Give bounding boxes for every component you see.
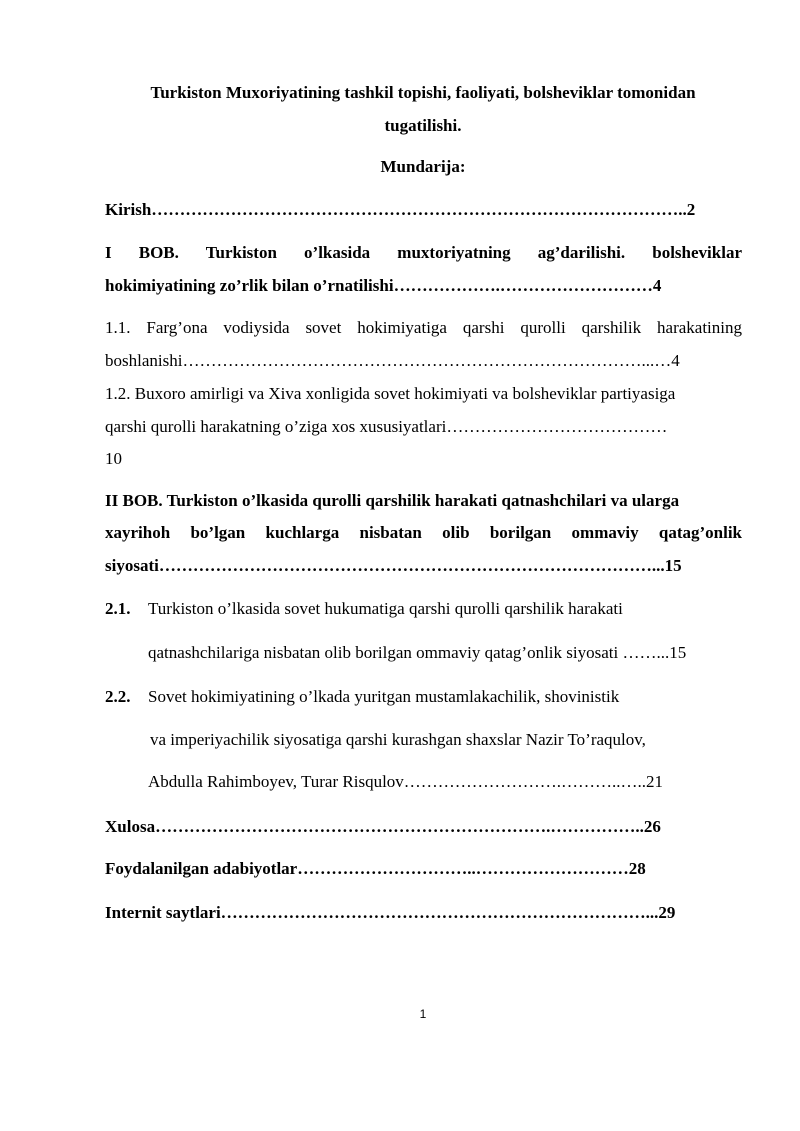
toc-entry-1-2-line2: qarshi qurolli harakatning o’ziga xos xususiyatlari………………………………… bbox=[105, 417, 668, 436]
page-number: 1 bbox=[419, 1007, 427, 1021]
toc-entry-2-2-line1: Sovet hokimiyatining o’lkada yuritgan mustamlakachilik, shovinistik bbox=[148, 687, 620, 706]
toc-entry-1-2-line3: 10 bbox=[105, 449, 122, 468]
toc-entry-bob1-line2: hokimiyatining zo’rlik bilan o’rnatilishi……………….………………………4 bbox=[105, 276, 662, 295]
toc-entry-2-2-line3: Abdulla Rahimboyev, Turar Risqulov……………………….………..…..21 bbox=[148, 772, 664, 791]
contents-heading: Mundarija: bbox=[380, 157, 466, 176]
toc-entry-bob1-line1: I BOB. Turkiston o’lkasida muxtoriyatning ag’darilishi. bolsheviklar bbox=[105, 243, 742, 262]
toc-entry-kirish: Kirish…………………………………………………………………………………..2 bbox=[105, 200, 696, 219]
toc-entry-2-1-line2: qatnashchilariga nisbatan olib borilgan ommaviy qatag’onlik siyosati ……...15 bbox=[148, 643, 687, 662]
toc-entry-1-1-line2: boshlanishi………………………………………………………………………...…4 bbox=[105, 351, 680, 370]
toc-entry-bob2-line1: II BOB. Turkiston o’lkasida qurolli qarshilik harakati qatnashchilari va ularga bbox=[105, 491, 680, 510]
toc-entry-1-2-line1: 1.2. Buxoro amirligi va Xiva xonligida sovet hokimiyati va bolsheviklar partiyasiga bbox=[105, 384, 676, 403]
toc-entry-xulosa: Xulosa…………………………………………………………….……………..26 bbox=[105, 817, 661, 836]
toc-entry-2-2-line2: va imperiyachilik siyosatiga qarshi kurashgan shaxslar Nazir To’raqulov, bbox=[150, 730, 646, 749]
toc-entry-2-2-number: 2.2. bbox=[105, 687, 131, 706]
toc-entry-foydalanilgan: Foydalanilgan adabiyotlar…………………………..………………………28 bbox=[105, 859, 646, 878]
toc-entry-bob2-line2: xayrihoh bo’lgan kuchlarga nisbatan olib borilgan ommaviy qatag’onlik bbox=[105, 523, 742, 542]
toc-entry-internit: Internit saytlari…………………………………………………………………...29 bbox=[105, 903, 676, 922]
toc-entry-2-1-number: 2.1. bbox=[105, 599, 131, 618]
document-title: Turkiston Muxoriyatining tashkil topishi, faoliyati, bolsheviklar tomonidan tugatilishi. bbox=[150, 83, 696, 135]
toc-entry-2-1-line1: Turkiston o’lkasida sovet hukumatiga qarshi qurolli qarshilik harakati bbox=[148, 599, 623, 618]
toc-entry-bob2-line3: siyosati……………………………………………………………………………...15 bbox=[105, 556, 682, 575]
toc-entry-1-1-line1: 1.1. Farg’ona vodiysida sovet hokimiyatiga qarshi qurolli qarshilik harakatining bbox=[105, 318, 742, 337]
